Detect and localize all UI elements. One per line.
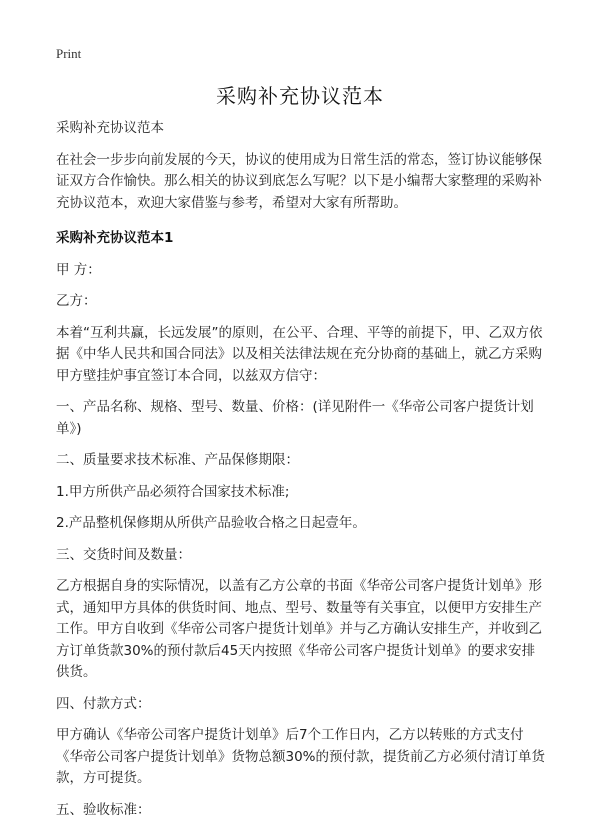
clause-2-item-2: 2.产品整机保修期从所供产品验收合格之日起壹年。: [56, 515, 366, 531]
document-subtitle: 采购补充协议范本: [56, 120, 164, 136]
section-heading: 采购补充协议范本1: [56, 230, 174, 246]
print-link[interactable]: Print: [56, 46, 82, 61]
principle-paragraph: 本着“互利共赢，长远发展”的原则，在公平、合理、平等的前提下，甲、乙双方依据《中华人民共和国合同法》以及相关法律法规在充分协商的基础上，就乙方采购甲方壁挂炉事宜签订本合同，以兹双方信守：: [56, 324, 543, 384]
party-a-line: 甲 方：: [56, 261, 101, 278]
clause-5-heading: 五、验收标准：: [56, 801, 151, 818]
clause-2-heading: 二、质量要求技术标准、产品保修期限：: [56, 452, 299, 468]
clause-4-paragraph: 甲方确认《华帝公司客户提货计划单》后7个工作日内，乙方以转账的方式支付《华帝公司客户提货计划单》货物总额30%的预付款，提货前乙方必须付清订单货款，方可提货。: [56, 727, 546, 786]
clause-3-paragraph: 乙方根据自身的实际情况，以盖有乙方公章的书面《华帝公司客户提货计划单》形式，通知甲方具体的供货时间、地点、型号、数量等有关事宜，以便甲方安排生产工作。甲方自收到《华帝公司客户提货计划单》并与乙方确认安排生产，并收到乙方订单货款30%的预付款后45天内按照《华帝公司客户提货计划单》的要求安排供货。: [56, 578, 542, 680]
party-b-line: 乙方：: [56, 293, 97, 309]
page-title: 采购补充协议范本: [216, 84, 384, 108]
clause-3-heading: 三、交货时间及数量：: [56, 546, 191, 563]
clause-2-item-1: 1.甲方所供产品必须符合国家技术标准;: [56, 483, 290, 500]
document-body: [56, 118, 548, 821]
clause-1: 一、产品名称、规格、型号、数量、价格：(详见附件一《华帝公司客户提货计划单》): [56, 399, 534, 437]
clause-4-heading: 四、付款方式：: [56, 695, 151, 712]
intro-paragraph: 在社会一步步向前发展的今天，协议的使用成为日常生活的常态，签订协议能够保证双方合作愉快。那么相关的协议到底怎么写呢？以下是小编帮大家整理的采购补充协议范本，欢迎大家借鉴与参考，希望对大家有所帮助。: [56, 151, 542, 211]
